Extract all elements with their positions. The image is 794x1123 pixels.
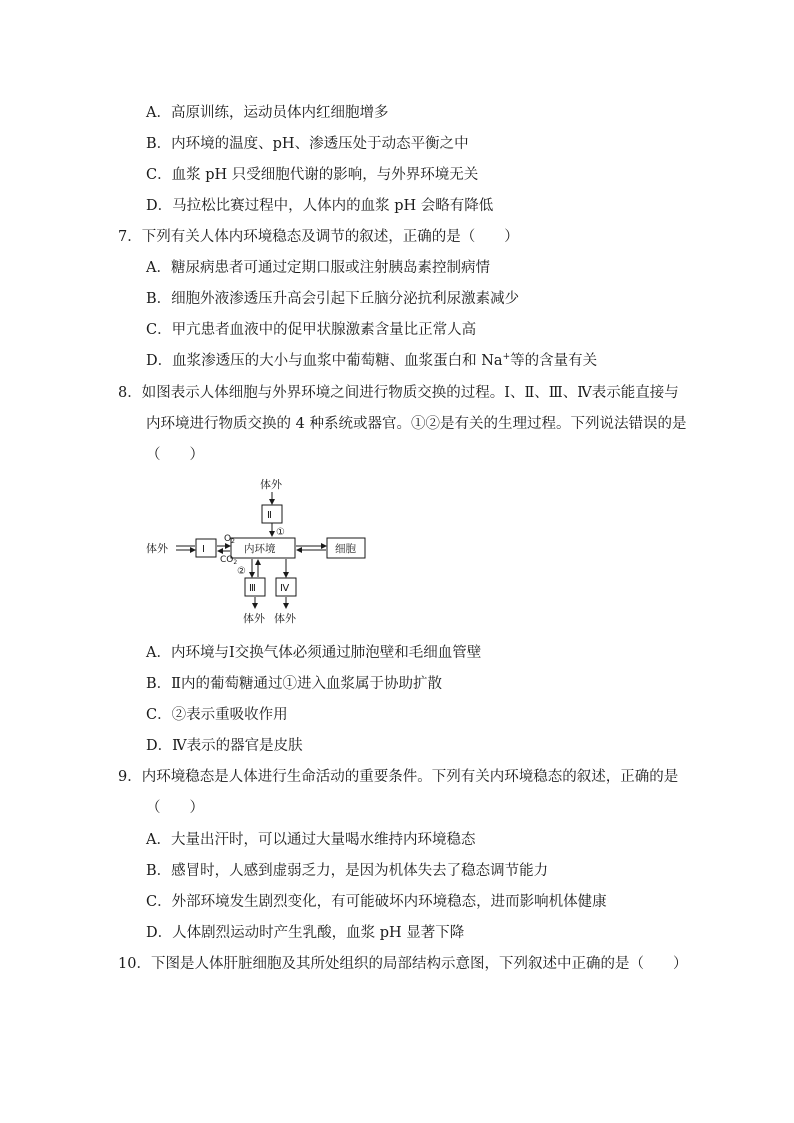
label-cell: 细胞	[335, 543, 356, 555]
label-process-1: ①	[276, 527, 285, 538]
label-co2: $CO_2$	[220, 555, 238, 566]
q6-option-a: A．高原训练，运动员体内红细胞增多	[146, 105, 389, 121]
q8-stem-line2: 内环境进行物质交换的 4 种系统或器官。①②是有关的生理过程。下列说法错误的是	[146, 416, 687, 432]
label-outside-bottom-iii: 体外	[243, 612, 265, 625]
q9-stem-line2: （ ）	[146, 800, 204, 816]
q8-option-d: D．Ⅳ表示的器官是皮肤	[146, 738, 303, 754]
label-box-i: Ⅰ	[202, 544, 205, 555]
q8-option-c: C．②表示重吸收作用	[146, 707, 288, 723]
box-i	[196, 539, 216, 557]
q7-option-d-sup: +	[502, 352, 511, 363]
q7-stem: 7．下列有关人体内环境稳态及调节的叙述，正确的是（ ）	[118, 229, 519, 245]
label-outside-top: 体外	[260, 478, 282, 491]
q8-option-b: B．Ⅱ内的葡萄糖通过①进入血浆属于协助扩散	[146, 676, 443, 692]
q7-option-d-text: D．血浆渗透压的大小与血浆中葡萄糖、血浆蛋白和 Na	[146, 353, 503, 369]
q7-option-b: B．细胞外液渗透压升高会引起下丘脑分泌抗利尿激素减少	[146, 291, 520, 307]
q7-option-d	[146, 351, 597, 371]
label-outside-left: 体外	[146, 542, 168, 555]
q9-stem-line1: 9．内环境稳态是人体进行生命活动的重要条件。下列有关内环境稳态的叙述，正确的是	[118, 769, 679, 785]
q9-option-d: D．人体剧烈运动时产生乳酸，血浆 pH 显著下降	[146, 925, 465, 941]
q8-stem-line1: 8．如图表示人体细胞与外界环境之间进行物质交换的过程。Ⅰ、Ⅱ、Ⅲ、Ⅳ表示能直接与	[118, 385, 679, 401]
label-box-ii: Ⅱ	[267, 510, 272, 521]
q6-option-d: D．马拉松比赛过程中，人体内的血浆 pH 会略有降低	[146, 198, 494, 214]
exchange-diagram	[140, 474, 380, 626]
q9-option-c: C．外部环境发生剧烈变化，有可能破坏内环境稳态，进而影响机体健康	[146, 894, 607, 910]
q8-stem-line3: （ ）	[146, 447, 204, 463]
q9-option-b: B．感冒时，人感到虚弱乏力，是因为机体失去了稳态调节能力	[146, 863, 549, 879]
q8-option-a: A．内环境与Ⅰ交换气体必须通过肺泡壁和毛细血管壁	[146, 645, 482, 661]
label-box-iii: Ⅲ	[249, 583, 256, 594]
q7-option-a: A．糖尿病患者可通过定期口服或注射胰岛素控制病情	[146, 260, 490, 276]
label-outside-bottom-iv: 体外	[274, 612, 296, 625]
label-internal-env: 内环境	[244, 543, 276, 555]
q6-option-b: B．内环境的温度、pH、渗透压处于动态平衡之中	[146, 136, 469, 152]
label-o2: $O_2$	[224, 534, 235, 545]
label-process-2: ②	[237, 566, 246, 577]
box-ii	[262, 505, 282, 523]
q9-option-a: A．大量出汗时，可以通过大量喝水维持内环境稳态	[146, 832, 476, 848]
q7-option-d-tail: 等的含量有关	[510, 353, 598, 369]
q7-option-c: C．甲亢患者血液中的促甲状腺激素含量比正常人高	[146, 322, 477, 338]
q10-stem: 10．下图是人体肝脏细胞及其所处组织的局部结构示意图，下列叙述中正确的是（ ）	[118, 956, 688, 972]
q6-option-c: C．血浆 pH 只受细胞代谢的影响，与外界环境无关	[146, 167, 479, 183]
label-box-iv: Ⅳ	[280, 583, 290, 594]
